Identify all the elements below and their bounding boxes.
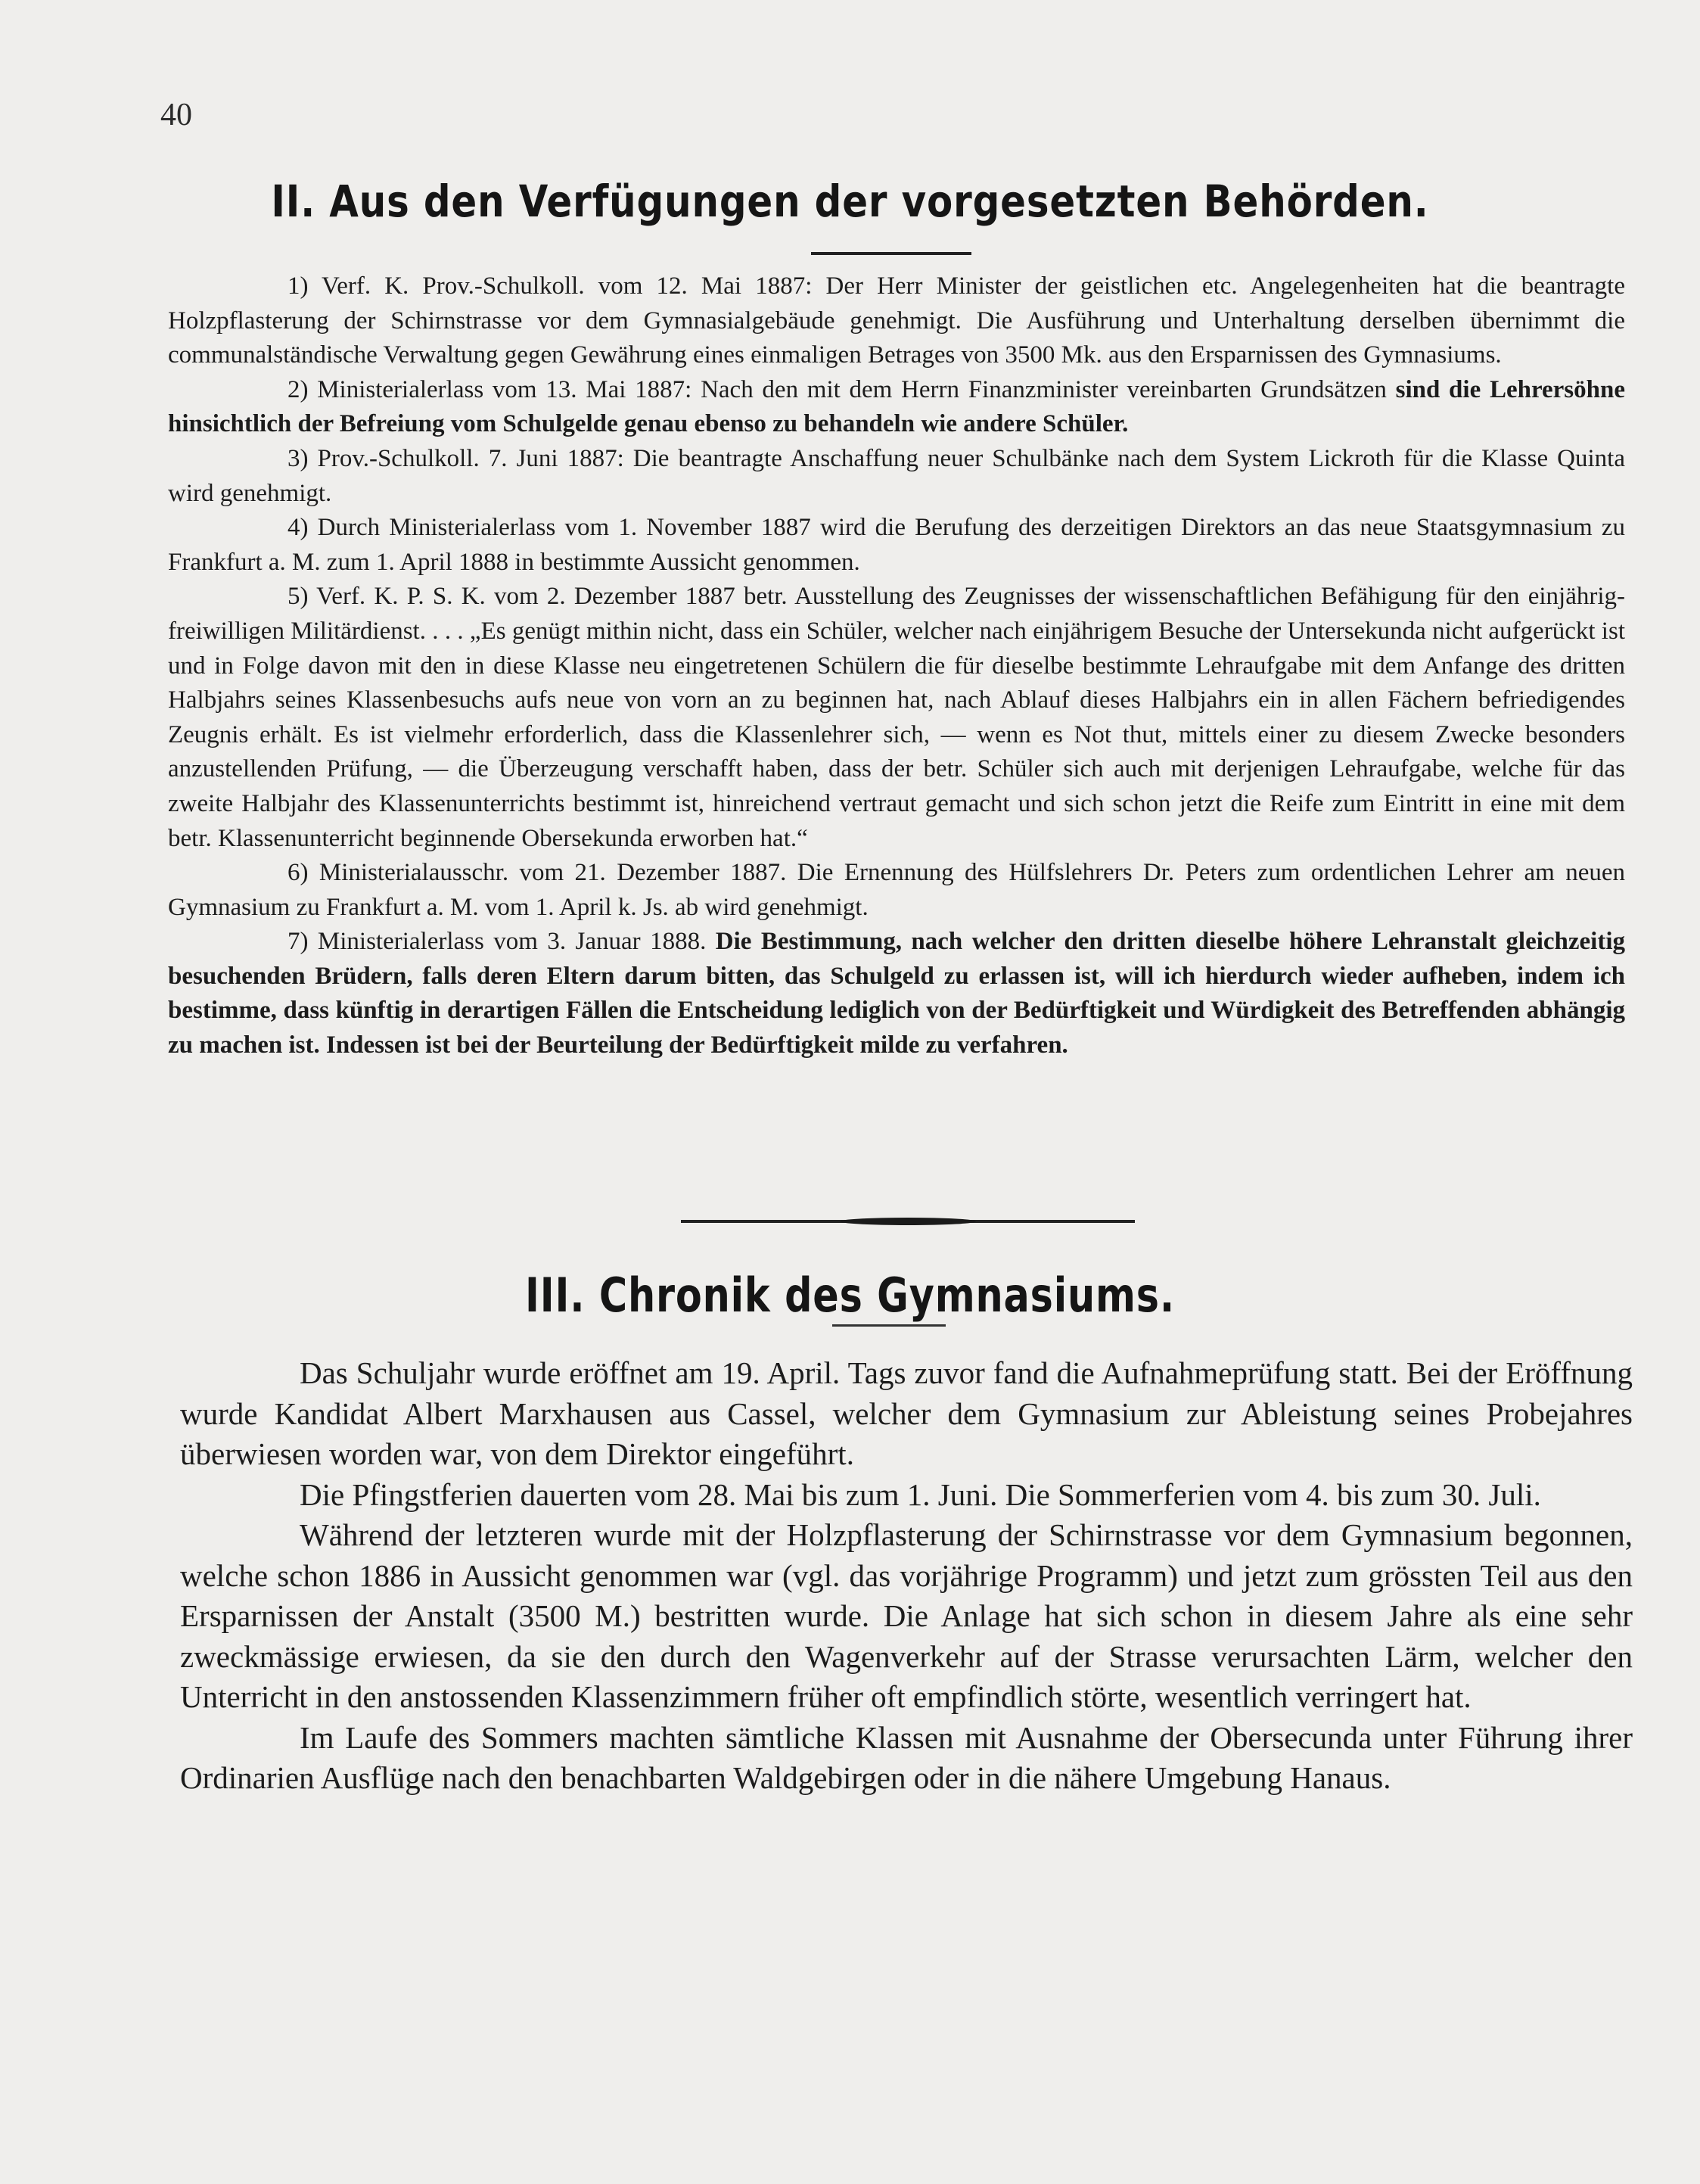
- decree-text: 3) Prov.-Schulkoll. 7. Juni 1887: Die beantragte Anschaffung neuer Schulbänke nach dem System Lickroth für die Klasse Quinta wird genehmigt.: [168, 444, 1625, 507]
- decree-text: 2) Ministerialerlass vom 13. Mai 1887: Nach den mit dem Herrn Finanzminister vereinbarten Grundsätzen: [287, 375, 1396, 403]
- chronicle-paragraph: Während der letzteren wurde mit der Holzpflasterung der Schirnstrasse vor dem Gymnasium begonnen, welche schon 1886 in Aussicht genommen war (vgl. das vorjährige Programm) und jetzt zum grössten Teil aus den Ersparnissen der Anstalt (3500 M.) bestritten wurde. Die Anlage hat sich schon in diesem Jahre als eine sehr zweckmässige erwiesen, da sie den durch den Wagenverkehr auf der Strasse verursachten Lärm, welcher den Unterricht in den anstossenden Klassenzimmern früher oft empfindlich störte, wesentlich verringert hat.: [180, 1517, 1633, 1714]
- decree-text: 6) Ministerialausschr. vom 21. Dezember 1887. Die Ernennung des Hülfslehrers Dr. Peters zum ordentlichen Lehrer am neuen Gymnasium zu Frankfurt a. M. vom 1. April k. Js. ab wird genehmigt.: [168, 859, 1625, 921]
- decree-bold-text: Die Bestimmung, nach welcher den dritten dieselbe höhere Lehranstalt gleichzeitig besuchenden Brüdern, falls deren Eltern darum bitten, das Schulgeld zu erlassen ist, will ich hierdurch wieder aufheben, indem ich bestimme, dass künftig in derartigen Fällen die Entscheidung lediglich von der Bedürftigkeit und Würdigkeit des Betreffenden abhängig zu machen ist. Indessen ist bei der Beurteilung der Bedürftigkeit milde zu verfahren.: [168, 928, 1626, 1059]
- chronicle-paragraph: Im Laufe des Sommers machten sämtliche Klassen mit Ausnahme der Obersecunda unter Führung ihrer Ordinarien Ausflüge nach den benachbarten Waldgebirgen oder in die nähere Umgebung Hanaus.: [180, 1719, 1633, 1795]
- decree-item: [168, 373, 1625, 442]
- title-rule: [811, 252, 971, 255]
- decree-item: [168, 925, 1625, 1062]
- section-divider: [681, 1220, 1135, 1223]
- section-ii-title: II. Aus den Verfügungen der vorgesetzten Behörden.: [271, 176, 1429, 227]
- title-rule: [832, 1324, 946, 1327]
- chronicle-paragraph: Die Pfingstferien dauerten vom 28. Mai bis zum 1. Juni. Die Sommerferien vom 4. bis zum 30. Juli.: [300, 1476, 1541, 1512]
- decree-text: 1) Verf. K. Prov.-Schulkoll. vom 12. Mai 1887: Der Herr Minister der geistlichen etc. Angelegenheiten hat die beantragte Holzpflasterung der Schirnstrasse vor dem Gymnasialgebäude genehmigt. Die Ausführung und Unterhaltung derselben übernimmt die communalständische Verwaltung gegen Gewährung eines einmaligen Betrages von 3500 Mk. aus den Ersparnissen des Gymnasiums.: [168, 272, 1625, 369]
- decree-item: [168, 442, 1625, 511]
- decree-text: 5) Verf. K. P. S. K. vom 2. Dezember 1887 betr. Ausstellung des Zeugnisses der wissenschaftlichen Befähigung für den einjährig-freiwilligen Militärdienst. . . . „Es genügt mithin nicht, dass ein Schüler, welcher nach einjährigem Besuche der Untersekunda nicht aufgerückt ist und in Folge davon mit den in diese Klasse neu eingetretenen Schülern die für dieselbe bestimmte Lehraufgabe mit dem Anfange des dritten Halbjahrs seines Klassenbesuchs aufs neue von vorn an zu beginnen hat, nach Ablauf dieses Halbjahrs ein in allen Fächern befriedigendes Zeugnis erhält. Es ist vielmehr erforderlich, dass die Klassenlehrer sich, — wenn es Not thut, mittels einer zu diesem Zwecke besonders anzustellenden Prüfung, — die Überzeugung verschafft haben, dass der betr. Schüler sich auch mit derjenigen Lehraufgabe, welche für das zweite Halbjahr des Klassenunterrichts bestimmt ist, hinreichend vertraut gemacht und sich schon jetzt die Reife zum Eintritt in eine mit dem betr. Klassenunterricht beginnende Obersekunda erworben hat.“: [168, 583, 1625, 852]
- decree-bold-text: sind die Lehrersöhne hinsichtlich der Befreiung vom Schulgelde genau ebenso zu behandeln wie andere Schüler.: [168, 375, 1626, 438]
- decree-text: 7) Ministerialerlass vom 3. Januar 1888.: [287, 928, 716, 956]
- section-iii-title: III. Chronik des Gymnasiums.: [525, 1268, 1175, 1323]
- decree-text: 4) Durch Ministerialerlass vom 1. November 1887 wird die Berufung des derzeitigen Direktors an das neue Staatsgymnasium zu Frankfurt a. M. zum 1. April 1888 in bestimmte Aussicht genommen.: [168, 514, 1625, 576]
- decree-item: [168, 580, 1625, 856]
- decree-item: [168, 269, 1625, 373]
- section-iii-body: [180, 1353, 1633, 1799]
- page-number: 40: [160, 98, 192, 132]
- decree-item: [168, 856, 1625, 925]
- decree-item: [168, 511, 1625, 580]
- chronicle-paragraph: Das Schuljahr wurde eröffnet am 19. April. Tags zuvor fand die Aufnahmeprüfung statt. Bei der Eröffnung wurde Kandidat Albert Marxhausen aus Cassel, welcher dem Gymnasium zur Ableistung seines Probejahres überwiesen worden war, von dem Direktor eingeführt.: [180, 1355, 1633, 1471]
- section-ii-body: [168, 269, 1625, 1063]
